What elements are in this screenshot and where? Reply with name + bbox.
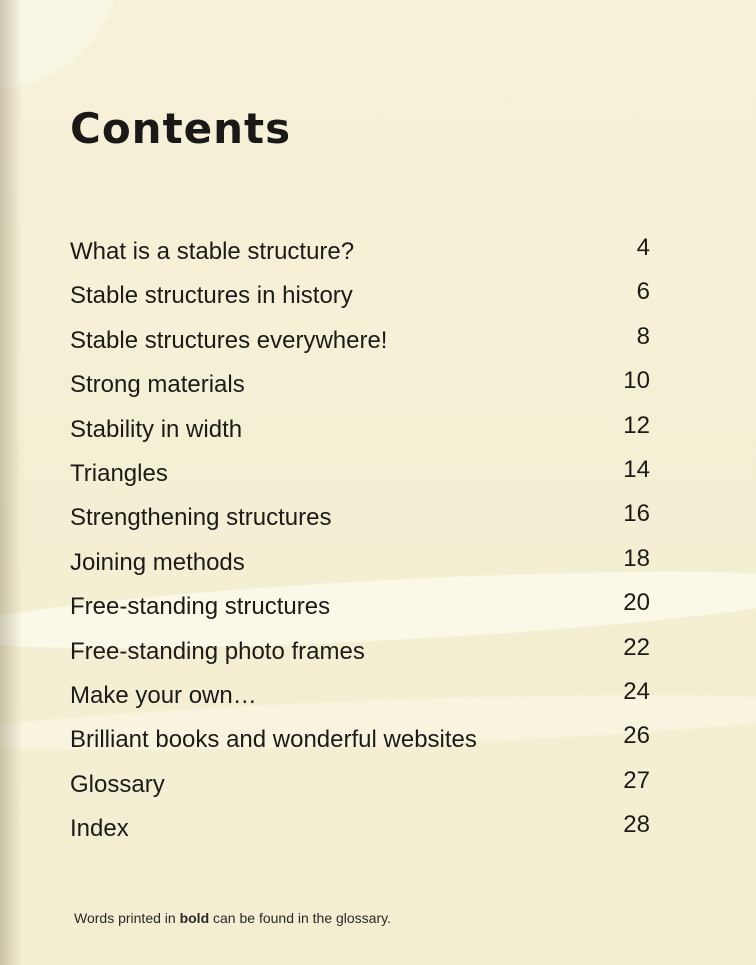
spine-shadow xyxy=(0,0,22,965)
toc-entry-page-number: 4 xyxy=(636,234,650,261)
toc-entry-page-number: 18 xyxy=(623,544,650,572)
toc-entry-title: Make your own… xyxy=(70,681,257,709)
toc-entry-title: Stability in width xyxy=(70,415,243,443)
toc-entry-title: What is a stable structure? xyxy=(70,238,355,265)
toc-entry-title: Free-standing structures xyxy=(70,593,331,621)
toc-entry-page-number: 22 xyxy=(623,633,650,661)
toc-entry-page-number: 28 xyxy=(623,811,650,839)
toc-entry xyxy=(70,408,650,452)
toc-entry xyxy=(70,541,650,585)
toc-entry-page-number: 6 xyxy=(636,278,650,306)
page-title: Contents xyxy=(70,104,292,153)
toc-entry-page-number: 14 xyxy=(623,455,650,483)
toc-entry xyxy=(70,718,650,762)
toc-entry-title: Joining methods xyxy=(70,548,245,576)
toc-entry-page-number: 10 xyxy=(623,367,650,395)
glossary-note-before: Words printed in xyxy=(74,910,176,926)
toc-entry-title: Free-standing photo frames xyxy=(70,637,365,665)
toc-entry-page-number: 26 xyxy=(623,722,650,750)
toc-entry-page-number: 20 xyxy=(623,589,650,617)
toc-entry-page-number: 27 xyxy=(623,766,650,794)
toc-entry xyxy=(70,230,650,274)
table-of-contents xyxy=(70,230,650,851)
toc-entry xyxy=(70,319,650,363)
glossary-note xyxy=(74,910,391,926)
toc-entry-title: Strengthening structures xyxy=(70,504,332,532)
toc-entry xyxy=(70,630,650,674)
toc-entry-page-number: 16 xyxy=(623,500,650,528)
toc-entry-title: Stable structures in history xyxy=(70,282,353,310)
glossary-note-after: can be found in the glossary. xyxy=(213,910,391,926)
toc-entry-title: Brilliant books and wonderful websites xyxy=(70,726,477,754)
toc-entry-page-number: 8 xyxy=(636,322,650,350)
toc-entry xyxy=(70,674,650,718)
toc-entry-page-number: 12 xyxy=(623,411,650,439)
toc-entry xyxy=(70,452,650,496)
toc-entry-page-number: 24 xyxy=(623,677,650,705)
toc-entry xyxy=(70,363,650,407)
toc-entry-title: Stable structures everywhere! xyxy=(70,326,388,354)
toc-entry xyxy=(70,496,650,540)
toc-entry xyxy=(70,807,650,851)
toc-entry-title: Index xyxy=(70,815,129,843)
toc-entry-title: Strong materials xyxy=(70,371,245,399)
toc-entry-title: Glossary xyxy=(70,770,165,798)
glossary-note-bold-word: bold xyxy=(179,910,210,926)
toc-entry-title: Triangles xyxy=(70,459,168,487)
toc-entry xyxy=(70,763,650,807)
toc-entry xyxy=(70,585,650,629)
toc-entry xyxy=(70,274,650,318)
